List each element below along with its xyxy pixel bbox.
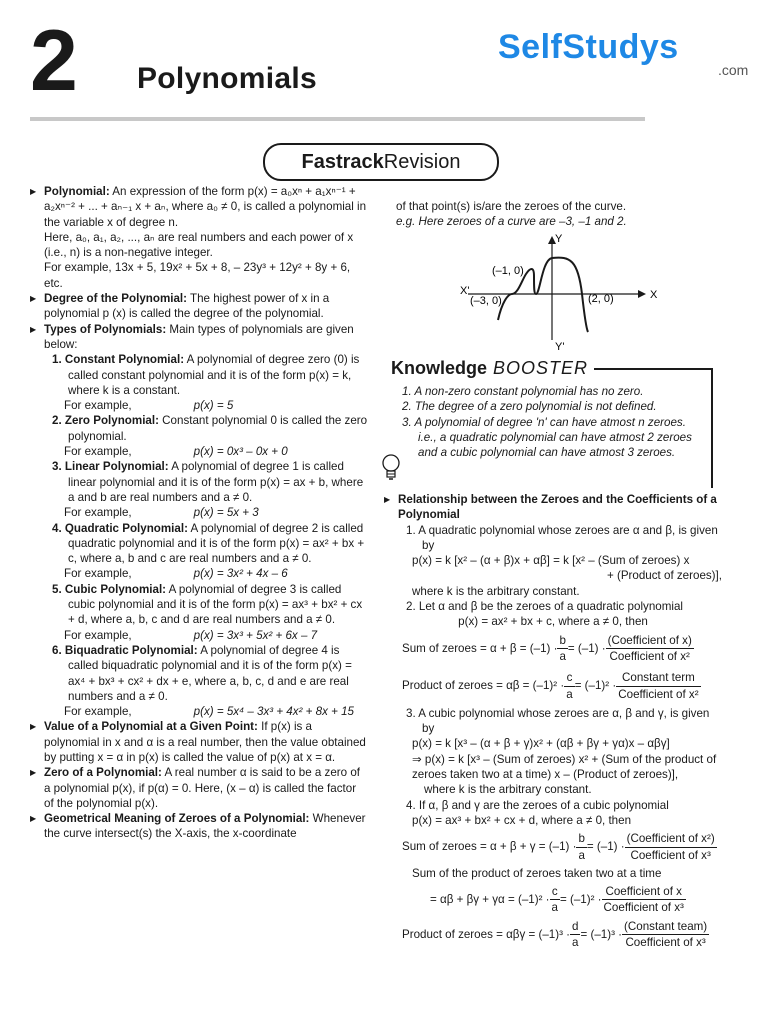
zeroes-graph bbox=[460, 232, 660, 352]
point-two: (2, 0) bbox=[588, 293, 614, 305]
geometric-meaning: ▶ Geometrical Meaning of Zeroes of a Polynomial: Whenever the curve intersect(s) the X-axis, the x-coordinate bbox=[30, 811, 368, 842]
rel-item-1: 1. A quadratic polynomial whose zeroes are α and β, is given by bbox=[406, 523, 718, 552]
kb-item-1: 1. A non-zero constant polynomial has no zero. bbox=[402, 385, 644, 398]
type-quadratic-example: For example, p(x) = 3x² + 4x – 6 bbox=[64, 567, 288, 581]
section-banner bbox=[263, 143, 499, 181]
sum-of-zeroes-quadratic: Sum of zeroes = α + β = (–1) · $\frac{b}{a}$ = (–1) · $\frac{\text{(Coefficient of x)}}{\text{Coefficient of x²}}$ bbox=[402, 633, 692, 663]
right-column-lower bbox=[384, 492, 722, 953]
point-minus-three: (–3, 0) bbox=[470, 295, 502, 307]
x-axis-arrow bbox=[638, 290, 646, 298]
types-def: ▶ Types of Polynomials: Main types of polynomials are given below: bbox=[30, 322, 368, 353]
rel-item-3-formula: p(x) = k [x³ – (α + β + γ)x² + (αβ + βγ + γα)x – αβγ] bbox=[412, 737, 670, 751]
product-of-zeroes-quadratic: Product of zeroes = αβ = (–1)² · $\frac{c}{a}$ = (–1)² · $\frac{\text{Constant term}}{\text{Coefficient of x²}}$ bbox=[402, 671, 699, 701]
product-of-zeroes-cubic: Product of zeroes = αβγ = (–1)³ · $\frac{d}{a}$ = (–1)³ · $\frac{\text{(Constant team)}}{\text{Coefficient of x³}}$ bbox=[402, 919, 708, 950]
rel-item-4-formula: p(x) = ax³ + bx² + cx + d, where a ≠ 0, then bbox=[412, 813, 632, 827]
kb-item-3: 3. A polynomial of degree 'n' can have atmost n zeroes. i.e., a quadratic polynomial can have atmost 2 zeroes and a cubic polynomial can have atmost 3 zeroes. bbox=[402, 415, 692, 460]
header-divider bbox=[30, 117, 645, 121]
kb-item-2: 2. The degree of a zero polynomial is not defined. bbox=[402, 400, 657, 414]
rel-item-2: 2. Let α and β be the zeroes of a quadratic polynomial bbox=[406, 600, 683, 614]
banner-rest: Revision bbox=[383, 150, 461, 173]
rel-item-2-formula: p(x) = ax² + bx + c, where a ≠ 0, then bbox=[458, 615, 648, 629]
rel-item-3: 3. A cubic polynomial whose zeroes are α, β and γ, is given by bbox=[406, 706, 710, 736]
zero-of-polynomial: ▶ Zero of a Polynomial: A real number α is said to be a zero of a polynomial p(x), if p(α) = 0. Here, (x – α) is called the factor of the polynomial p(x). bbox=[30, 765, 368, 811]
zeroes-example: e.g. Here zeroes of a curve are –3, –1 and 2. bbox=[396, 215, 627, 229]
brand-logo[interactable]: SelfStudys bbox=[498, 28, 679, 66]
knowledge-booster-list bbox=[396, 384, 706, 460]
chapter-number: 2 bbox=[30, 13, 78, 109]
polynomial-def-b: Here, a₀, a₁, a₂, ..., aₙ are real numbers and each power of x (i.e., n) is a non-negative integer. bbox=[44, 230, 354, 260]
rel-item-1-formula: p(x) = k [x² – (α + β)x + αβ] = k [x² – (Sum of zeroes) x bbox=[412, 554, 690, 568]
type-cubic-example: For example, p(x) = 3x³ + 5x² + 6x – 7 bbox=[64, 628, 318, 642]
type-constant: 1. Constant Polynomial: A polynomial of degree zero (0) is called constant polynomial and it is of the form p(x) = k, where k is a constant. bbox=[52, 353, 360, 397]
brand-tld: .com bbox=[718, 62, 749, 78]
type-constant-example: For example, p(x) = 5 bbox=[64, 399, 234, 413]
right-column bbox=[396, 199, 722, 230]
point-minus-one: (–1, 0) bbox=[492, 265, 524, 277]
x-label: X bbox=[650, 289, 658, 301]
type-biquadratic: 6. Biquadratic Polynomial: A polynomial of degree 4 is called biquadratic polynomial and it is of the form p(x) = ax⁴ + bx³ + cx² + dx + e, where a, b, c, d and e are real numbers and a ≠ 0. bbox=[52, 643, 352, 703]
knowledge-booster-title: Knowledge BOOSTER bbox=[391, 358, 594, 379]
rel-item-3-note: where k is the arbitrary constant. bbox=[424, 783, 592, 797]
type-linear: 3. Linear Polynomial: A polynomial of degree 1 is called linear polynomial and it is of the form p(x) = ax + b, where a and b are real numbers and a ≠ 0. bbox=[52, 460, 364, 504]
degree-def: ▶ Degree of the Polynomial: The highest power of x in a polynomial p (x) is called the degree of the polynomial. bbox=[30, 291, 368, 322]
y-label: Y bbox=[555, 233, 563, 245]
left-column bbox=[30, 184, 368, 842]
rel-item-1-note: where k is the arbitrary constant. bbox=[412, 584, 580, 598]
sum-of-zeroes-cubic: Sum of zeroes = α + β + γ = (–1) · $\frac{b}{a}$ = (–1) · $\frac{\text{(Coefficient of x²)}}{\text{Coefficient of x³}}$ bbox=[402, 832, 715, 862]
polynomial-def-c: For example, 13x + 5, 19x² + 5x + 8, – 23y³ + 12y² + 8y + 6, etc. bbox=[44, 261, 351, 290]
rel-item-3-formula-b: ⇒ p(x) = k [x³ – (Sum of zeroes) x² + (Sum of the product of zeroes taken two at a time) x – (Product of zeroes)], bbox=[412, 752, 717, 782]
y-prime-label: Y' bbox=[555, 341, 565, 352]
x-prime-label: X' bbox=[460, 285, 470, 297]
type-zero: 2. Zero Polynomial: Constant polynomial 0 is called the zero polynomial. bbox=[52, 414, 368, 443]
type-cubic: 5. Cubic Polynomial: A polynomial of degree 3 is called cubic polynomial and it is of the form p(x) = ax³ + bx² + cx + d, where a, b, c and d are real numbers and a ≠ 0. bbox=[52, 582, 363, 627]
type-linear-example: For example, p(x) = 5x + 3 bbox=[64, 506, 259, 520]
type-biquadratic-example: For example, p(x) = 5x⁴ – 3x³ + 4x² + 8x + 15 bbox=[64, 705, 354, 719]
relationship-heading: ▶ Relationship between the Zeroes and the Coefficients of a Polynomial bbox=[384, 492, 722, 523]
type-quadratic: 4. Quadratic Polynomial: A polynomial of degree 2 is called quadratic polynomial and it is of the form p(x) = ax² + bx + c, where a, b and c are real numbers and a ≠ 0. bbox=[52, 521, 365, 566]
sum-product-two-label: Sum of the product of zeroes taken two at a time bbox=[412, 866, 662, 880]
type-zero-example: For example, p(x) = 0x³ – 0x + 0 bbox=[64, 445, 288, 459]
bulb-icon bbox=[380, 452, 402, 484]
geometric-meaning-cont: of that point(s) is/are the zeroes of the curve. bbox=[396, 200, 627, 213]
sum-product-two: = αβ + βγ + γα = (–1)² · $\frac{c}{a}$ = (–1)² · $\frac{\text{Coefficient of x}}{\text{Coefficient of x³}}$ bbox=[430, 885, 684, 915]
banner-bold: Fastrack bbox=[301, 150, 384, 173]
value-at-point: ▶ Value of a Polynomial at a Given Point: If p(x) is a polynomial in x and α is a real number, then the value obtained by putting x = α in p(x) is called the value of p(x) at x = α. bbox=[30, 719, 368, 765]
chapter-title: Polynomials bbox=[137, 62, 318, 95]
polynomial-def: ▶ Polynomial: An expression of the form p(x) = a₀xⁿ + a₁xⁿ⁻¹ + a₂xⁿ⁻² + ... + aₙ₋₁ x + aₙ, where a₀ ≠ 0, is called a polynomial in the variable x of degree n. bbox=[30, 184, 368, 230]
rel-item-4: 4. If α, β and γ are the zeroes of a cubic polynomial bbox=[406, 798, 669, 812]
rel-item-1-formula-b: + (Product of zeroes)], bbox=[606, 569, 722, 583]
